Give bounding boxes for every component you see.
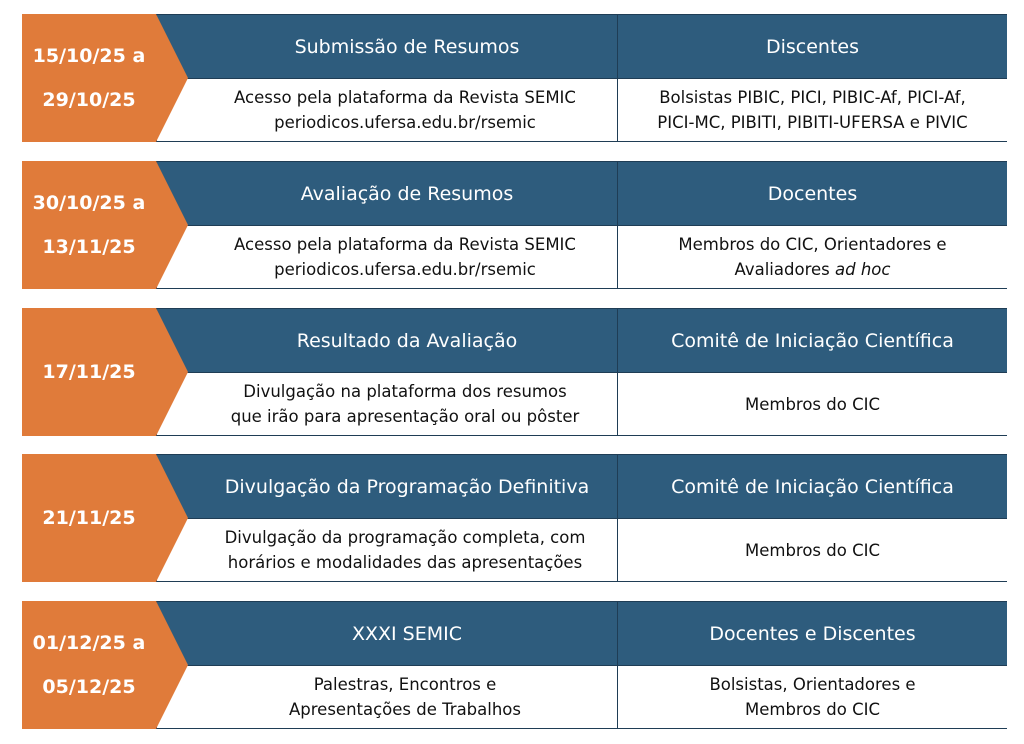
audience-title: Discentes xyxy=(617,15,1007,78)
participants-line: Membros do CIC xyxy=(744,540,880,560)
activity-title: Divulgação da Programação Definitiva xyxy=(157,455,617,518)
schedule-row-submission xyxy=(22,14,1007,142)
audience-title: Comitê de Iniciação Científica xyxy=(617,309,1007,372)
date-end: 29/10/25 xyxy=(42,89,136,112)
participants-italic: ad hoc xyxy=(835,260,891,279)
date-range xyxy=(22,14,156,142)
schedule-row-program xyxy=(22,454,1007,582)
date-end: 05/12/25 xyxy=(42,676,136,699)
date-start: 15/10/25 a xyxy=(32,44,146,67)
activity-description xyxy=(157,78,617,141)
description-line: Acesso pela plataforma da Revista SEMIC xyxy=(234,235,576,254)
participants-line: Bolsistas PIBIC, PICI, PIBIC-Af, PICI-Af, xyxy=(659,88,966,107)
schedule-table xyxy=(156,454,1007,582)
activity-description xyxy=(157,225,617,288)
participants xyxy=(617,225,1007,288)
description-line: Palestras, Encontros e xyxy=(313,675,497,694)
description-line: periodicos.ufersa.edu.br/rsemic xyxy=(274,260,536,279)
audience-title: Docentes xyxy=(617,162,1007,225)
audience-title: Docentes e Discentes xyxy=(617,602,1007,665)
date-single xyxy=(22,308,156,436)
activity-description xyxy=(157,372,617,435)
date-single xyxy=(22,454,156,582)
activity-title: XXXI SEMIC xyxy=(157,602,617,665)
activity-title: Resultado da Avaliação xyxy=(157,309,617,372)
participants xyxy=(617,78,1007,141)
participants-line: Membros do CIC, Orientadores e xyxy=(678,235,947,254)
participants-line xyxy=(678,257,946,282)
date-range xyxy=(22,161,156,289)
schedule-row-result xyxy=(22,308,1007,436)
date-value: 21/11/25 xyxy=(42,507,136,529)
schedule-row-semic xyxy=(22,601,1007,729)
activity-title: Submissão de Resumos xyxy=(157,15,617,78)
description-line: que irão para apresentação oral ou pôster xyxy=(230,407,580,426)
participants-line: Bolsistas, Orientadores e xyxy=(709,675,916,694)
participants-line: Membros do CIC xyxy=(744,700,880,719)
date-range xyxy=(22,601,156,729)
description-line: Divulgação na plataforma dos resumos xyxy=(243,382,567,401)
participants-line: PICI-MC, PIBITI, PIBITI-UFERSA e PIVIC xyxy=(657,113,968,132)
schedule-table xyxy=(156,601,1007,729)
description-line: Apresentações de Trabalhos xyxy=(288,700,521,719)
date-end: 13/11/25 xyxy=(42,236,136,259)
participants-prefix: Avaliadores xyxy=(734,260,835,279)
activity-description xyxy=(157,518,617,581)
audience-title: Comitê de Iniciação Científica xyxy=(617,455,1007,518)
description-line: Divulgação da programação completa, com xyxy=(224,528,586,547)
schedule-table xyxy=(156,161,1007,289)
participants xyxy=(617,518,1007,581)
schedule-row-evaluation xyxy=(22,161,1007,289)
participants xyxy=(617,665,1007,728)
schedule-table xyxy=(156,308,1007,436)
activity-description xyxy=(157,665,617,728)
date-start: 01/12/25 a xyxy=(32,631,146,654)
description-line: Acesso pela plataforma da Revista SEMIC xyxy=(234,88,576,107)
participants-line: Membros do CIC xyxy=(744,394,880,414)
activity-title: Avaliação de Resumos xyxy=(157,162,617,225)
date-start: 30/10/25 a xyxy=(32,191,146,214)
description-line: periodicos.ufersa.edu.br/rsemic xyxy=(274,113,536,132)
participants xyxy=(617,372,1007,435)
schedule-table xyxy=(156,14,1007,142)
date-value: 17/11/25 xyxy=(42,361,136,383)
description-line: horários e modalidades das apresentações xyxy=(227,553,583,572)
